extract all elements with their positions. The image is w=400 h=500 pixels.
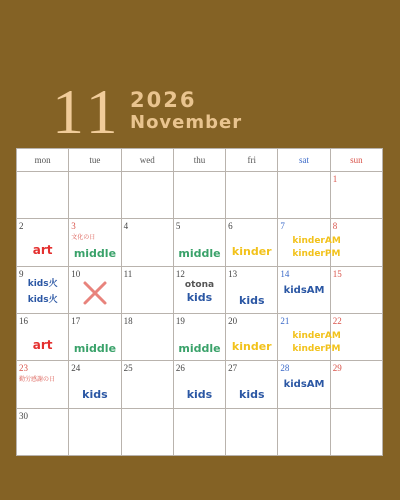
day-number: 18: [123, 315, 133, 326]
event-middle: middle: [178, 341, 221, 355]
day-number: 4: [123, 221, 129, 232]
event-kids-tue-2: kids火: [27, 294, 58, 305]
day-cell-7[interactable]: [278, 219, 341, 266]
day-cell-empty: [226, 408, 278, 455]
event-kinder-pm: kinderPM: [292, 343, 341, 354]
day-cell-2[interactable]: [17, 219, 69, 266]
day-cell-28[interactable]: [278, 361, 330, 408]
event-middle: middle: [73, 341, 117, 355]
day-cell-empty: [69, 172, 121, 219]
day-number: 24: [71, 363, 81, 374]
cross-mark-icon: [82, 280, 108, 306]
event-kinder-am: kinderAM: [292, 330, 341, 341]
day-number: 1: [332, 174, 338, 184]
weekday-fri: fri: [226, 149, 278, 172]
day-number: 15: [332, 268, 342, 279]
event-kinder-pm: kinderPM: [292, 249, 341, 260]
event-kids: kids: [186, 290, 213, 304]
holiday-label: 文化の日: [71, 234, 96, 242]
week-row-2: [17, 219, 383, 266]
day-cell-24[interactable]: [69, 361, 121, 408]
day-number: 7: [280, 221, 285, 232]
event-middle: middle: [73, 247, 117, 261]
day-number: 10: [71, 268, 81, 279]
event-kids-am: kidsAM: [283, 284, 325, 296]
event-kids: kids: [239, 293, 265, 307]
day-cell-11[interactable]: [121, 266, 173, 313]
holiday-label: 勤労感謝の日: [19, 376, 56, 384]
weekday-header-row: [17, 149, 383, 172]
event-art: art: [32, 337, 53, 352]
weekday-thu: thu: [173, 149, 225, 172]
day-cell-17[interactable]: [69, 313, 121, 360]
day-number: 21: [280, 315, 290, 326]
day-cell-1[interactable]: [330, 172, 382, 219]
day-cell-14[interactable]: [278, 266, 330, 313]
day-number: 23: [19, 363, 28, 374]
day-number: 27: [228, 363, 238, 374]
day-cell-5[interactable]: [173, 219, 225, 266]
weekday-tue: tue: [69, 149, 121, 172]
day-cell-29[interactable]: [330, 361, 382, 408]
day-cell-13[interactable]: [226, 266, 278, 313]
day-cell-19[interactable]: [173, 313, 225, 360]
day-cell-27[interactable]: [226, 361, 278, 408]
event-middle: middle: [178, 247, 221, 261]
week-row-5: [17, 361, 383, 408]
day-cell-empty: [121, 172, 173, 219]
day-number: 29: [332, 363, 342, 374]
day-cell-empty: [330, 408, 382, 455]
day-number: 25: [123, 363, 133, 374]
week-row-4: [17, 313, 383, 360]
day-cell-15[interactable]: [330, 266, 382, 313]
week-row-6: [17, 408, 383, 455]
day-number: 22: [332, 315, 342, 326]
event-kids-am: kidsAM: [283, 379, 325, 391]
month-number: 11: [52, 76, 122, 147]
event-kids: kids: [239, 388, 265, 402]
day-cell-10[interactable]: [69, 266, 121, 313]
day-cell-empty: [17, 172, 69, 219]
day-cell-4[interactable]: [121, 219, 173, 266]
event-kids-tue-1: kids火: [27, 278, 58, 289]
day-number: 2: [19, 221, 24, 232]
event-kinder: kinder: [231, 339, 272, 353]
day-number: 9: [19, 268, 24, 279]
day-cell-16[interactable]: [17, 313, 69, 360]
weekday-sun: sun: [330, 149, 382, 172]
day-cell-20[interactable]: [226, 313, 278, 360]
day-number: 28: [280, 363, 290, 374]
day-number: 26: [175, 363, 185, 374]
day-cell-empty: [278, 172, 330, 219]
day-cell-empty: [226, 172, 278, 219]
day-number: 13: [228, 268, 238, 279]
weekday-mon: mon: [17, 149, 69, 172]
event-kinder-am: kinderAM: [292, 236, 341, 247]
day-number: 20: [228, 315, 238, 326]
day-number: 5: [175, 221, 181, 232]
day-number: 16: [19, 315, 28, 326]
day-cell-8[interactable]: [330, 219, 382, 266]
day-number: 12: [175, 268, 185, 279]
day-number: 17: [71, 315, 81, 326]
day-cell-25[interactable]: [121, 361, 173, 408]
day-cell-23[interactable]: [17, 361, 69, 408]
day-number: 11: [123, 268, 133, 279]
weekday-sat: sat: [278, 149, 330, 172]
event-kinder: kinder: [231, 245, 272, 259]
event-art: art: [32, 243, 53, 258]
day-cell-12[interactable]: [173, 266, 225, 313]
year-label: 2026: [130, 88, 197, 112]
day-cell-empty: [173, 172, 225, 219]
day-number: 8: [332, 221, 338, 232]
day-cell-18[interactable]: [121, 313, 173, 360]
day-cell-empty: [121, 408, 173, 455]
day-number: 19: [175, 315, 185, 326]
day-number: 6: [228, 221, 233, 232]
event-kids: kids: [186, 388, 213, 402]
day-number: 30: [19, 410, 28, 421]
week-row-3: [17, 266, 383, 313]
event-otona: otona: [184, 279, 215, 290]
day-cell-empty: [173, 408, 225, 455]
day-cell-empty: [69, 408, 121, 455]
event-kids: kids: [82, 388, 108, 402]
weekday-wed: wed: [121, 149, 173, 172]
day-cell-3[interactable]: [69, 219, 121, 266]
day-cell-30[interactable]: [17, 408, 69, 455]
day-number: 3: [71, 221, 76, 232]
day-number: 14: [280, 268, 290, 279]
day-cell-22[interactable]: [330, 313, 382, 360]
month-name: November: [130, 112, 243, 133]
week-row-1: [17, 172, 383, 219]
calendar-grid: [16, 148, 383, 456]
day-cell-26[interactable]: [173, 361, 225, 408]
day-cell-9[interactable]: [17, 266, 69, 313]
day-cell-empty: [278, 408, 330, 455]
day-cell-6[interactable]: [226, 219, 278, 266]
